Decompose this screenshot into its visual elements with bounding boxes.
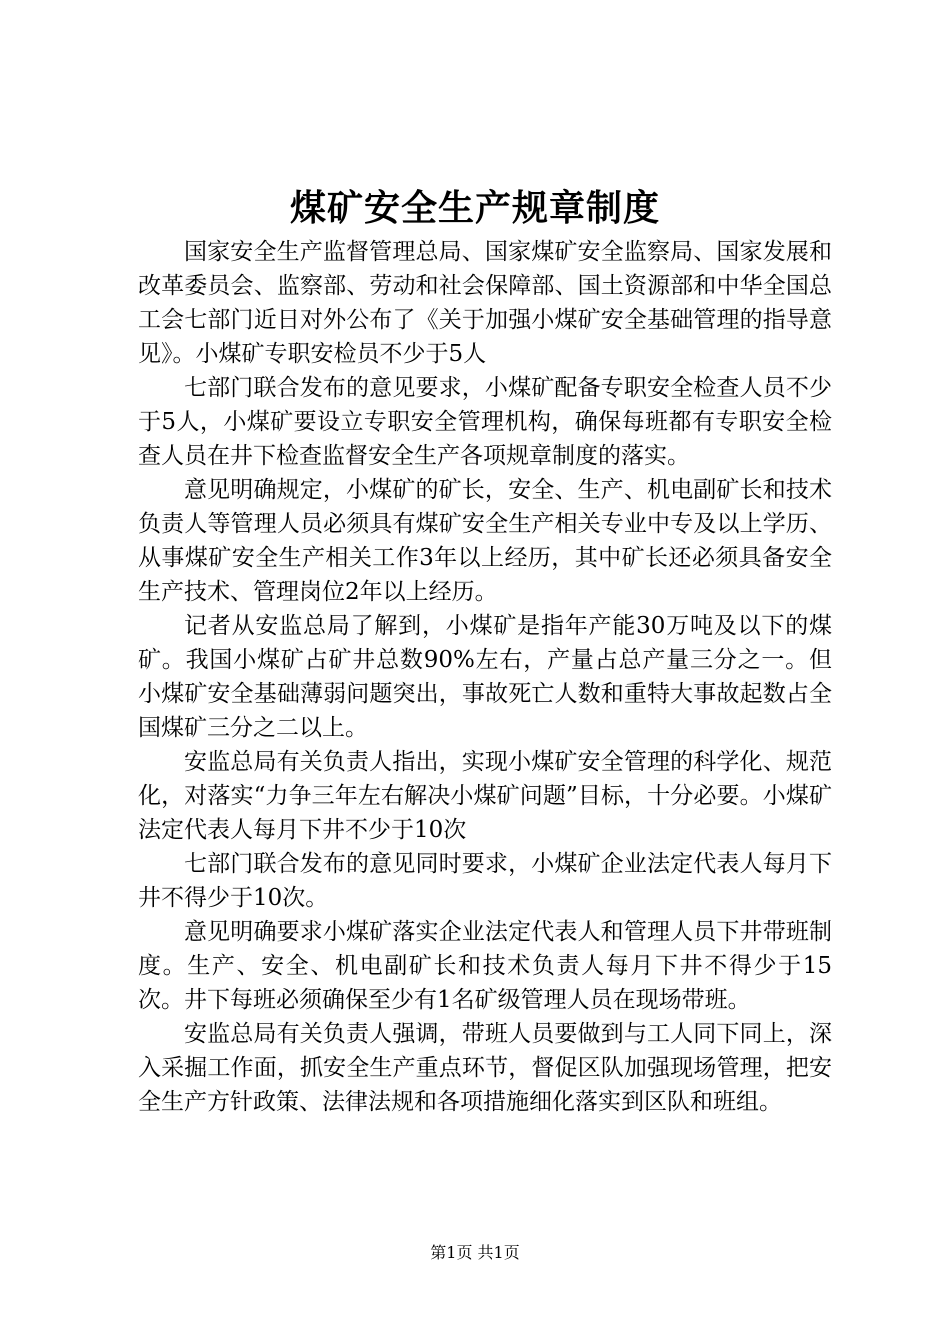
document-body xyxy=(138,235,832,1119)
paragraph-6: 七部门联合发布的意见同时要求，小煤矿企业法定代表人每月下井不得少于10次。 xyxy=(138,851,832,911)
document-title: 煤矿安全生产规章制度 xyxy=(289,187,660,229)
paragraph-3: 意见明确规定，小煤矿的矿长，安全、生产、机电副矿长和技术负责人等管理人员必须具有煤矿安全生产相关专业中专及以上学历、从事煤矿安全生产相关工作3年以上经历，其中矿长还必须具备安全生产技术、管理岗位2年以上经历。 xyxy=(138,477,832,605)
paragraph-4: 记者从安监总局了解到，小煤矿是指年产能30万吨及以下的煤矿。我国小煤矿占矿井总数90%左右，产量占总产量三分之一。但小煤矿安全基础薄弱问题突出，事故死亡人数和重特大事故起数占全国煤矿三分之二以上。 xyxy=(138,613,832,741)
paragraph-2: 七部门联合发布的意见要求，小煤矿配备专职安全检查人员不少于5人，小煤矿要设立专职安全管理机构，确保每班都有专职安全检查人员在井下检查监督安全生产各项规章制度的落实。 xyxy=(138,375,832,469)
paragraph-8: 安监总局有关负责人强调，带班人员要做到与工人同下同上，深入采掘工作面，抓安全生产重点环节，督促区队加强现场管理，把安全生产方针政策、法律法规和各项措施细化落实到区队和班组。 xyxy=(138,1021,832,1115)
paragraph-7: 意见明确要求小煤矿落实企业法定代表人和管理人员下井带班制度。生产、安全、机电副矿长和技术负责人每月下井不得少于15次。井下每班必须确保至少有1名矿级管理人员在现场带班。 xyxy=(138,919,832,1013)
paragraph-5: 安监总局有关负责人指出，实现小煤矿安全管理的科学化、规范化，对落实“力争三年左右解决小煤矿问题”目标，十分必要。小煤矿法定代表人每月下井不少于10次 xyxy=(138,749,832,843)
paragraph-1: 国家安全生产监督管理总局、国家煤矿安全监察局、国家发展和改革委员会、监察部、劳动和社会保障部、国土资源部和中华全国总工会七部门近日对外公布了《关于加强小煤矿安全基础管理的指导意见》。小煤矿专职安检员不少于5人 xyxy=(138,239,832,367)
page-footer: 第1页 共1页 xyxy=(430,1243,520,1262)
